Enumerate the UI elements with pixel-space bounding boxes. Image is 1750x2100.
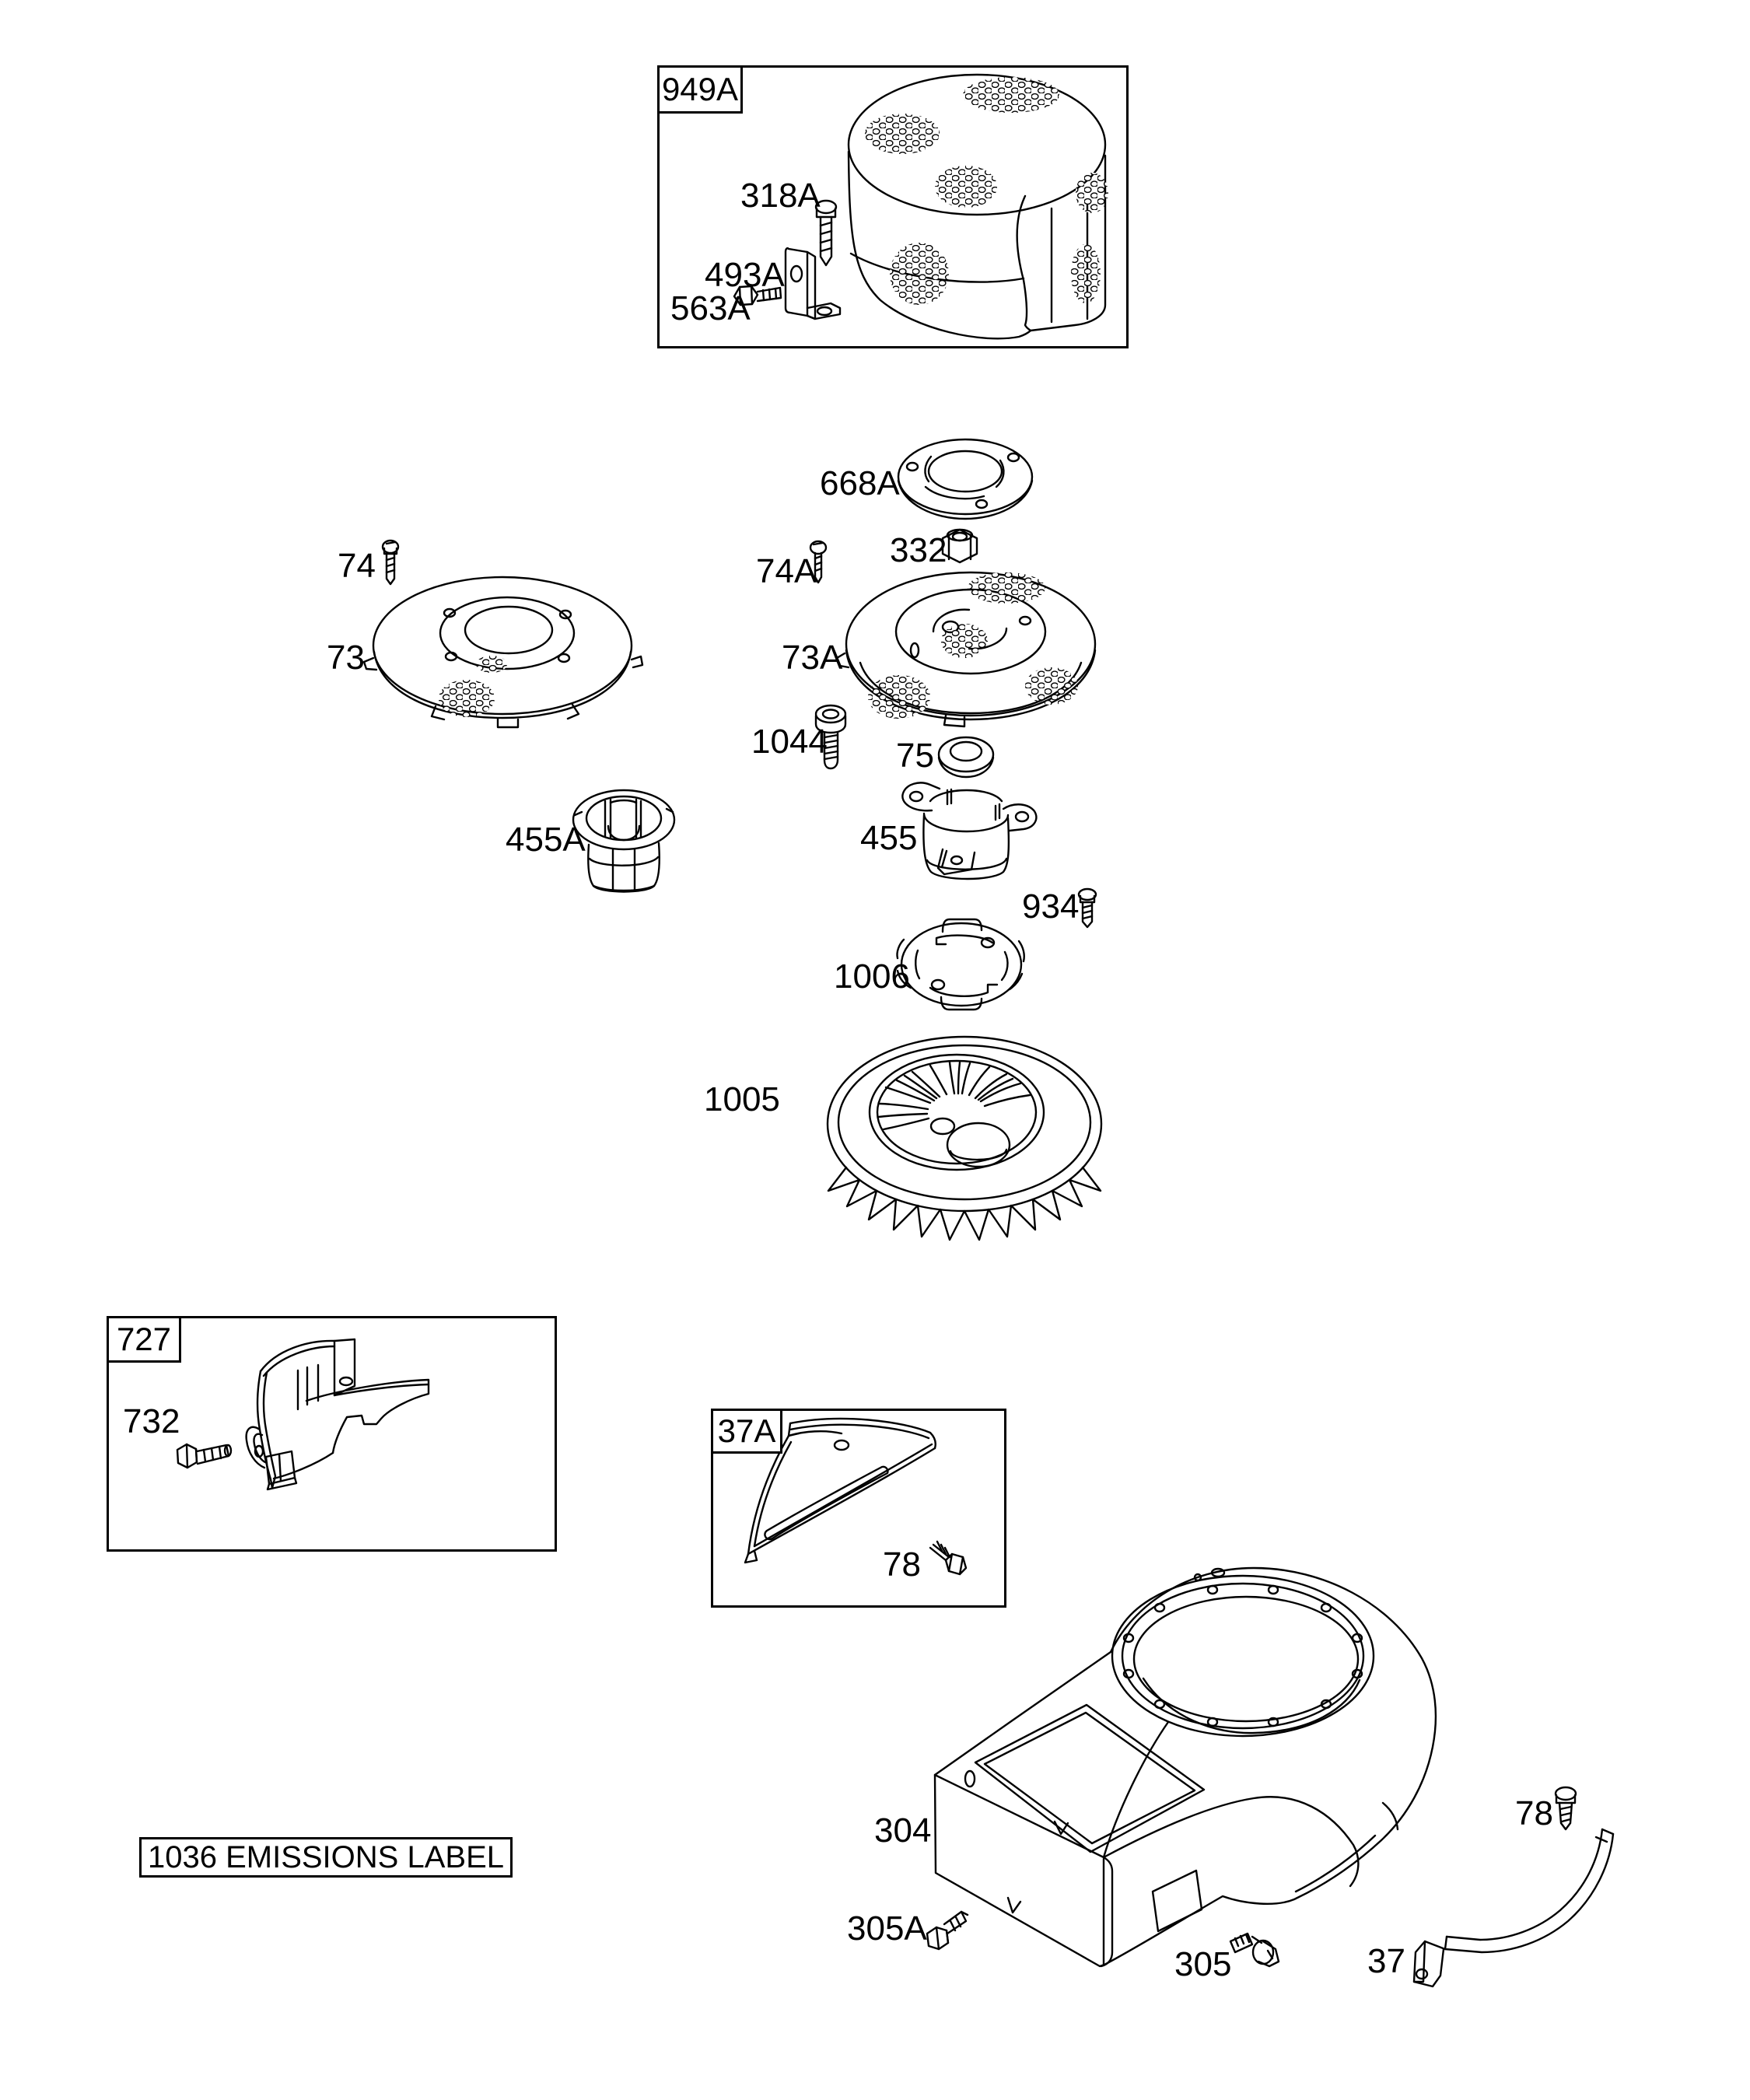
retainer-1006-icon (897, 919, 1024, 1010)
callout-455: 455 (860, 819, 918, 857)
washer-75-icon (939, 737, 993, 777)
retainer-plate-668A-icon (898, 439, 1032, 519)
callout-75: 75 (896, 737, 934, 775)
group-box-37A-label: 37A (717, 1412, 776, 1449)
rotating-screen-73-icon (364, 577, 642, 727)
callout-73A: 73A (782, 639, 843, 677)
callout-318A: 318A (740, 177, 821, 215)
group-box-727-label: 727 (116, 1321, 172, 1357)
callout-78-brace: 78 (1515, 1794, 1553, 1832)
nut-332-icon (943, 530, 977, 562)
callout-37: 37 (1367, 1942, 1405, 1980)
group-box-949A-label: 949A (661, 71, 739, 107)
blower-housing-304-icon (935, 1568, 1436, 1966)
callout-304: 304 (874, 1811, 932, 1850)
callout-1006: 1006 (834, 957, 910, 996)
emissions-label-box (139, 1837, 513, 1878)
callout-1044: 1044 (751, 723, 828, 761)
brace-37-icon (1414, 1829, 1613, 1986)
screw-74-icon (383, 541, 398, 584)
callout-455A: 455A (506, 821, 586, 859)
screw-78-brace-icon (1556, 1787, 1576, 1829)
callout-934: 934 (1022, 887, 1080, 926)
callout-668A: 668A (820, 464, 900, 502)
callout-1005: 1005 (704, 1080, 780, 1118)
callout-305: 305 (1174, 1945, 1232, 1983)
callout-493A: 493A (705, 256, 785, 294)
callout-732: 732 (123, 1402, 180, 1440)
screw-934-icon (1079, 889, 1096, 927)
group-box-37A-tag (711, 1409, 782, 1454)
callout-73: 73 (327, 639, 365, 677)
cup-455A-icon (573, 790, 674, 892)
callout-332: 332 (890, 531, 947, 569)
cup-455-icon (902, 782, 1036, 879)
group-box-37A (711, 1409, 1006, 1608)
callout-74A: 74A (756, 552, 817, 590)
fan-1005-icon (828, 1037, 1101, 1240)
group-box-727-tag (107, 1316, 181, 1363)
group-box-949A-tag (657, 65, 743, 114)
screw-305-icon (1230, 1934, 1279, 1966)
callout-305A: 305A (847, 1909, 927, 1948)
callout-74: 74 (338, 547, 376, 585)
screw-305A-icon (927, 1912, 968, 1949)
callout-563A: 563A (670, 289, 751, 327)
emissions-label-text: 1036 EMISSIONS LABEL (147, 1839, 504, 1874)
callout-78-shield: 78 (883, 1545, 921, 1584)
rotating-screen-73A-icon (837, 572, 1095, 726)
